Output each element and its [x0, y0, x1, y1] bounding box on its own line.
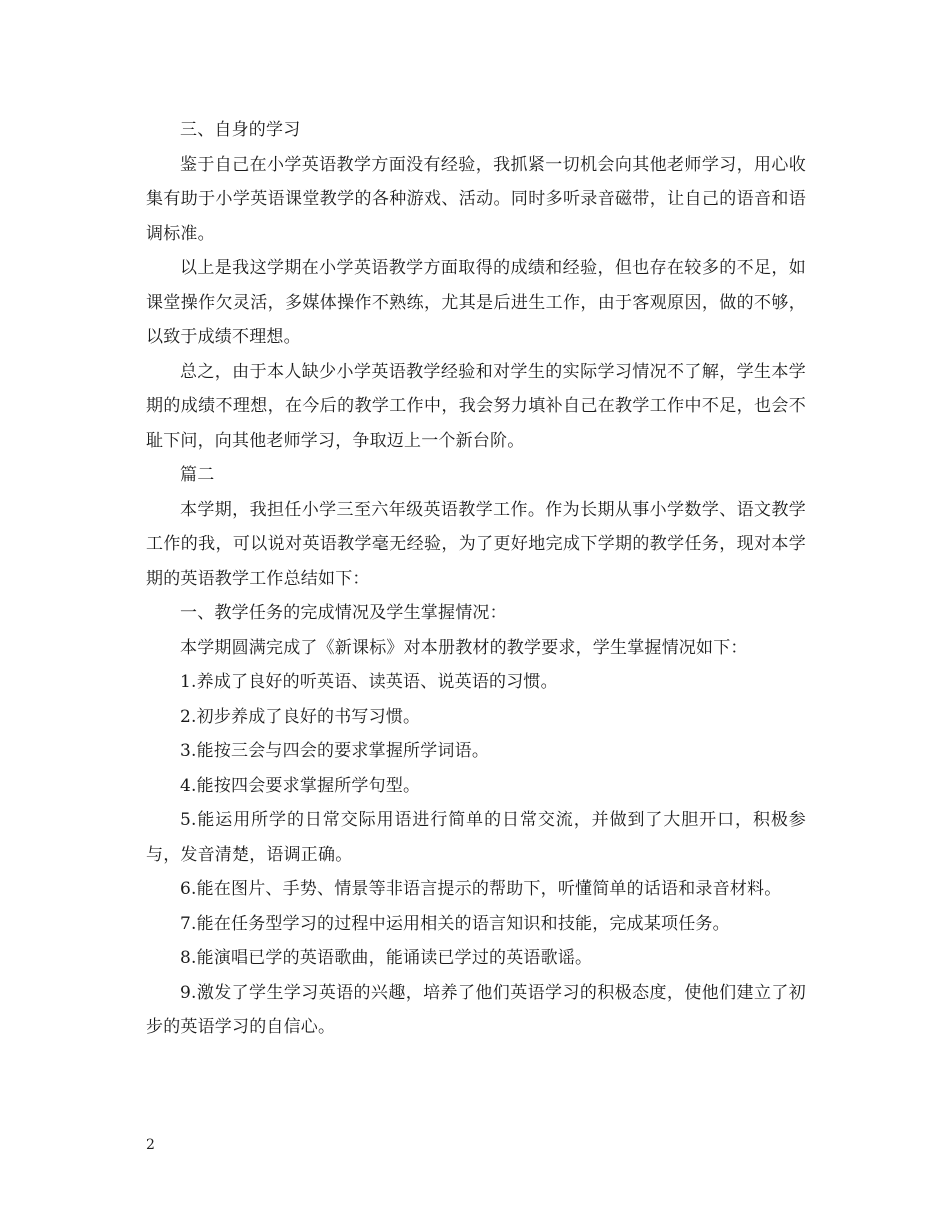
section-heading-part-two: 篇二 [180, 465, 215, 485]
section-heading-self-study: 三、自身的学习 [180, 120, 301, 140]
list-item: 7.能在任务型学习的过程中运用相关的语言知识和技能，完成某项任务。 [180, 913, 730, 934]
section-heading-teaching-tasks: 一、教学任务的完成情况及学生掌握情况： [180, 603, 507, 623]
list-item: 2.初步养成了良好的书写习惯。 [180, 706, 421, 727]
list-item: 1.养成了良好的听英语、读英语、说英语的习惯。 [180, 672, 558, 692]
list-item: 6.能在图片、手势、情景等非语言提示的帮助下，听懂简单的话语和录音材料。 [180, 879, 782, 899]
list-item: 8.能演唱已学的英语歌曲，能诵读已学过的英语歌谣。 [180, 948, 593, 968]
list-item: 9.激发了学生学习英语的兴趣，培养了他们英语学习的积极态度，使他们建立了初步的英语学习的自信心。 [146, 982, 806, 1037]
paragraph: 鉴于自己在小学英语教学方面没有经验，我抓紧一切机会向其他老师学习，用心收集有助于小学英语课堂教学的各种游戏、活动。同时多听录音磁带，让自己的语音和语调标准。 [146, 154, 806, 244]
list-item: 3.能按三会与四会的要求掌握所学词语。 [180, 741, 490, 761]
document-body [146, 113, 806, 1045]
paragraph: 总之，由于本人缺少小学英语教学经验和对学生的实际学习情况不了解，学生本学期的成绩不理想，在今后的教学工作中，我会努力填补自己在教学工作中不足，也会不耻下问，向其他老师学习，争取迈上一个新台阶。 [146, 361, 806, 451]
list-item: 4.能按四会要求掌握所学句型。 [180, 775, 421, 796]
paragraph: 以上是我这学期在小学英语教学方面取得的成绩和经验，但也存在较多的不足，如课堂操作欠灵活，多媒体操作不熟练，尤其是后进生工作，由于客观原因，做的不够，以致于成绩不理想。 [146, 258, 806, 347]
list-item: 5.能运用所学的日常交际用语进行简单的日常交流，并做到了大胆开口，积极参与，发音清楚，语调正确。 [146, 810, 806, 865]
page-number: 2 [146, 1137, 155, 1153]
paragraph: 本学期圆满完成了《新课标》对本册教材的教学要求，学生掌握情况如下： [180, 637, 748, 658]
paragraph: 本学期，我担任小学三至六年级英语教学工作。作为长期从事小学数学、语文教学工作的我，可以说对英语教学毫无经验，为了更好地完成下学期的教学任务，现对本学期的英语教学工作总结如下： [146, 499, 806, 589]
